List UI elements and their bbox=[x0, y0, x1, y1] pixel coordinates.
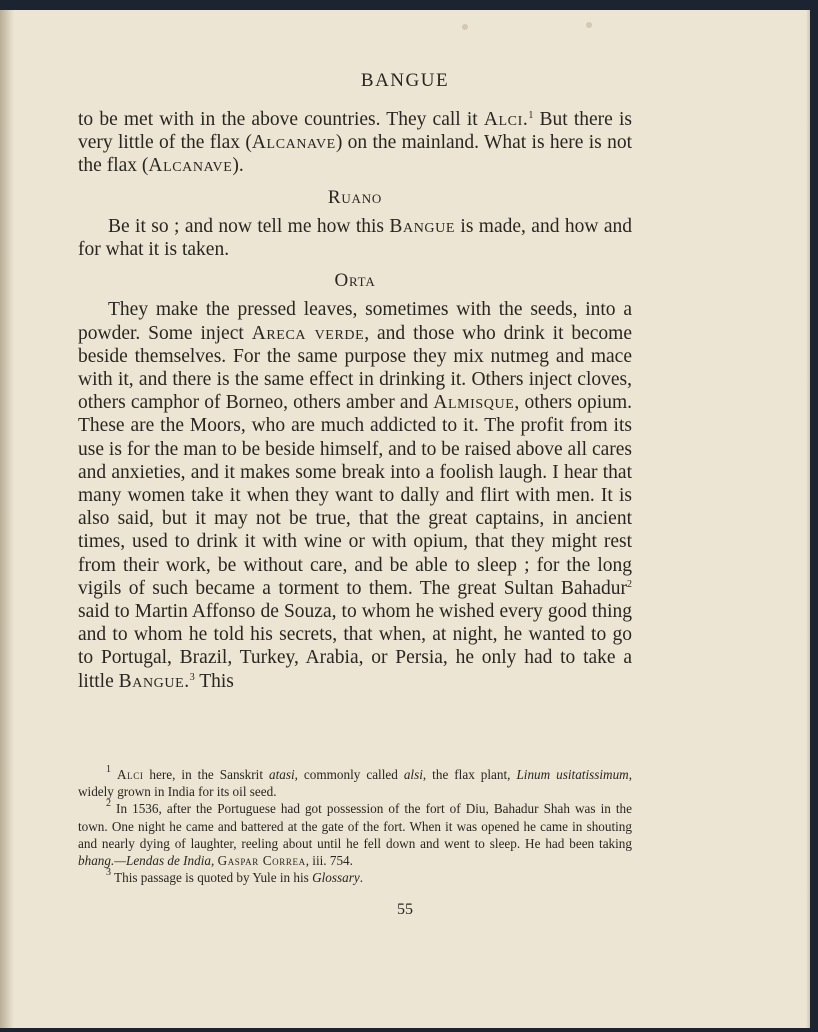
speaker-heading: Orta bbox=[334, 270, 376, 292]
footnotes bbox=[78, 766, 632, 886]
footnote-1: $^1$ Alci here, in the Sanskrit atasi, commonly called alsi, the flax plant, Linum usitatissimum, widely grown in India for its oil seed. bbox=[78, 764, 632, 800]
term-alcanave: Alcanave bbox=[251, 132, 336, 154]
term-alcanave: Alcanave bbox=[148, 155, 233, 177]
footnote-ref-2: 2 bbox=[627, 578, 632, 590]
term-areca-verde: Areca verde bbox=[251, 322, 365, 344]
paragraph-3: They make the pressed leaves, sometimes with the seeds, into a powder. Some inject Areca verde, and those who drink it become beside themselves. For the same purpose they mix nutmeg and mace with it, and there is the same effect in drinking it. Others inject cloves, others camphor of Borneo, others amber and Almisque, others opium. These are the Moors, who are much addicted to it. The profit from its use is for the man to be beside himself, and to be raised above all cares and anxieties, and it makes some break into a foolish laugh. I hear that many women take it when they want to dally and flirt with men. It is also said, but it may not be true, that the great captains, in ancient times, used to drink it with wine or with opium, that they might rest from their work, be without care, and be able to sleep ; for the long vigils of such became a torment to them. The great Sultan Bahadur$^2$ said to Martin Affonso de Souza, to whom he wished every good thing and to whom he told his secrets, that when, at night, he wanted to go to Portugal, Brazil, Turkey, Arabia, or Persia, he only had to take a little Bangue.$^3$ This bbox=[78, 299, 633, 692]
page-number: 55 bbox=[397, 901, 413, 918]
speaker-heading: Ruano bbox=[327, 186, 383, 208]
term-almisque: Almisque bbox=[433, 392, 515, 414]
term-bangue: Bangue bbox=[389, 215, 456, 237]
paper-blemish bbox=[586, 22, 592, 28]
footnote-3: $^3$ This passage is quoted by Yule in his Glossary. bbox=[106, 867, 364, 886]
term-alci: Alci. bbox=[483, 109, 529, 130]
running-head: BANGUE bbox=[360, 70, 450, 91]
paragraph-1: to be met with in the above countries. They call it Alci.$^1$ But there is very little of the flax (Alcanave) on the mainland. What is here is not the flax (Alcanave). bbox=[78, 109, 632, 177]
page-edge-shadow bbox=[806, 10, 810, 1028]
book-page bbox=[0, 10, 810, 1028]
term-bangue: Bangue. bbox=[118, 670, 190, 692]
footnote-ref-1: 1 bbox=[528, 110, 534, 121]
footnote-ref-3: 3 bbox=[189, 671, 195, 683]
paragraph-2: Be it so ; and now tell me how this Bangue is made, and how and for what it is taken. bbox=[78, 215, 632, 261]
footnote-2: $^2$ In 1536, after the Portuguese had got possession of the fort of Diu, Bahadur Shah was in the town. One night he came and battered at the gate of the fort. When it was opened he came in shouting and nearly dying of laughter, reeling about until he fell down and went to sleep. He had been taking bhang.—Lendas de India, Gaspar Correa, iii. 754. bbox=[78, 798, 632, 869]
page-gutter-shadow bbox=[0, 10, 14, 1028]
body-text bbox=[78, 108, 632, 693]
paper-blemish bbox=[462, 24, 468, 30]
